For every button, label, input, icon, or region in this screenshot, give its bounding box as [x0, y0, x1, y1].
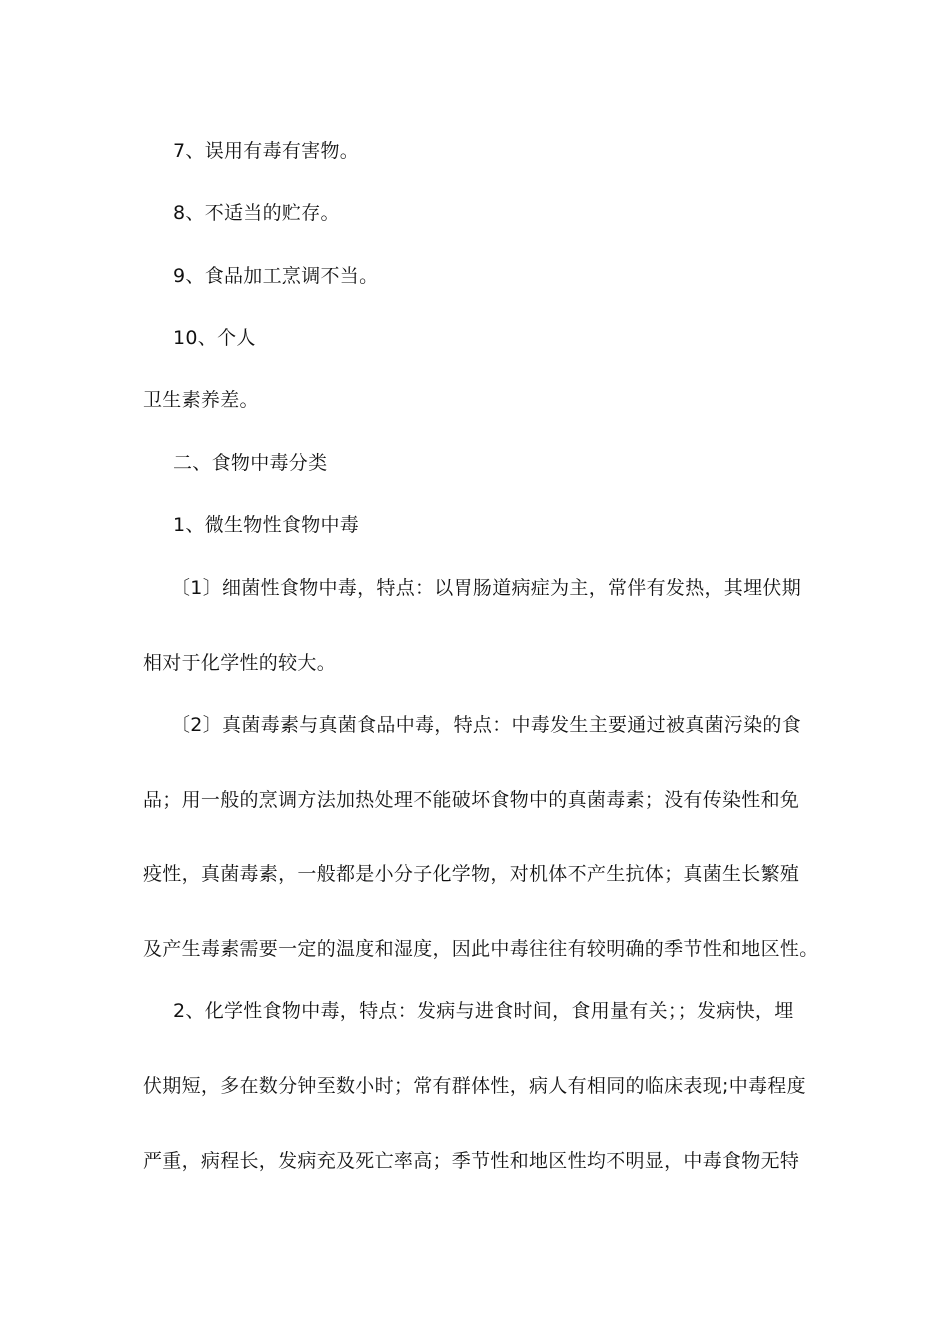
paragraph-line: 品；用一般的烹调方法加热处理不能破坏食物中的真菌毒素；没有传染性和免	[143, 789, 800, 811]
paragraph-line: 及产生毒素需要一定的温度和湿度，因此中毒往往有较明确的季节性和地区性。	[143, 938, 819, 960]
paragraph-line: 〔2〕真菌毒素与真菌食品中毒，特点：中毒发生主要通过被真菌污染的食	[171, 714, 801, 736]
paragraph-line: 伏期短，多在数分钟至数小时；常有群体性，病人有相同的临床表现;中毒程度	[143, 1075, 806, 1097]
paragraph-line: 严重，病程长，发病充及死亡率高；季节性和地区性均不明显，中毒食物无特	[143, 1150, 800, 1172]
paragraph-line: 相对于化学性的较大。	[143, 652, 337, 674]
paragraph-line: 2、化学性食物中毒，特点：发病与进食时间，食用量有关；；发病快，埋	[173, 1000, 794, 1022]
list-item-8: 8、不适当的贮存。	[173, 202, 340, 224]
list-item-10-continuation: 卫生素养差。	[143, 389, 259, 411]
list-item-9: 9、食品加工烹调不当。	[173, 265, 379, 287]
paragraph-line: 〔1〕细菌性食物中毒，特点：以胃肠道病症为主，常伴有发热，其埋伏期	[171, 577, 801, 599]
list-item-7: 7、误用有毒有害物。	[173, 140, 360, 162]
list-item-10: 10、个人	[173, 327, 256, 349]
section-heading: 二、食物中毒分类	[173, 452, 328, 474]
paragraph-line: 疫性，真菌毒素，一般都是小分子化学物，对机体不产生抗体；真菌生长繁殖	[143, 863, 800, 885]
subsection-heading: 1、微生物性食物中毒	[173, 514, 360, 536]
